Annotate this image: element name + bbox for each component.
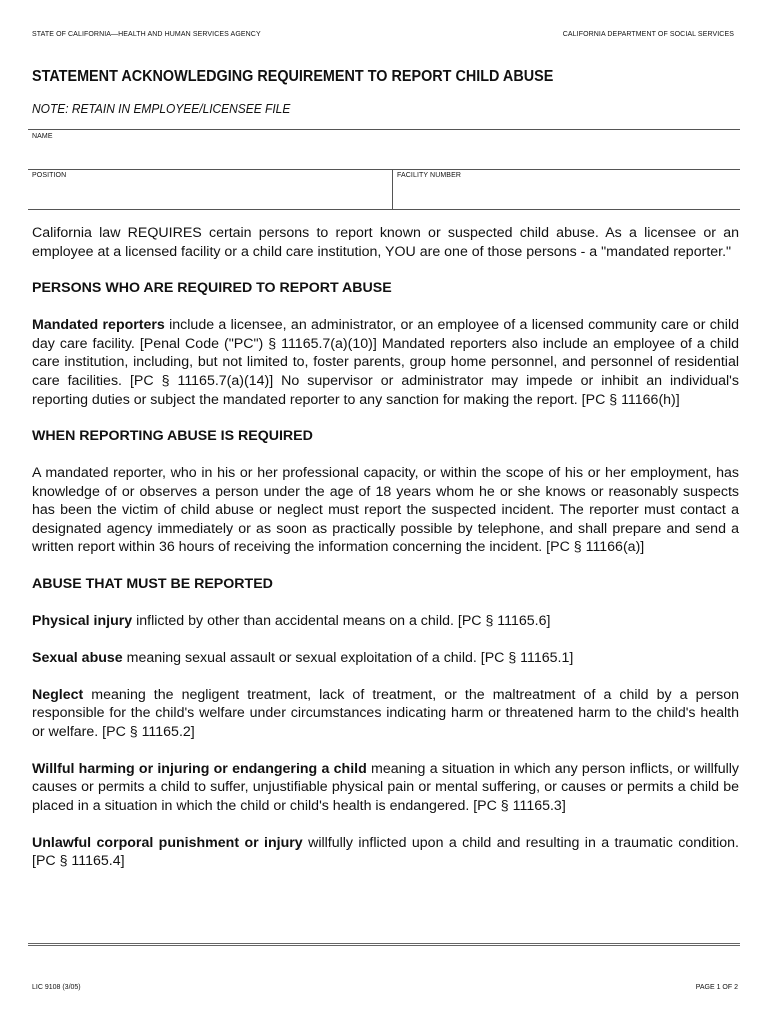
mandated-reporters-text: include a licensee, an administrator, or an employee of a licensed community care or child day care facility. [Penal Code ("PC") § 11165.7(a)(10)] Mandated reporters also include an employee of a child care institution, including, but not limited to, foster parents, group home personnel, and personnel of residential care facilities. [PC § 11165.7(a)(14)] No supervisor or administrator may impede or inhibit an individual's reporting duties or subject the mandated reporter to any sanction for making the report. [PC § 11166(h)] [32,317,739,408]
sexual-abuse-paragraph [32,649,739,668]
corporal-punishment-text: willfully inflicted upon a child and resulting in a traumatic condition. [PC § 11165.4] [32,834,739,870]
form-title: STATEMENT ACKNOWLEDGING REQUIREMENT TO REPORT CHILD ABUSE [32,68,554,85]
corporal-punishment-term: Unlawful corporal punishment or injury [32,834,303,851]
state-agency-label: STATE OF CALIFORNIA—HEALTH AND HUMAN SERVICES AGENCY [32,31,261,38]
willful-harming-text: meaning a situation in which any person inflicts, or willfully causes or permits a child to suffer, unjustifiable physical pain or mental suffering, or causes or permits a child be placed in a situation in which the child or child's health is endangered. [PC § 11165.3] [32,760,739,814]
neglect-paragraph [32,686,739,742]
corporal-punishment-paragraph [32,834,739,871]
neglect-term: Neglect [32,686,84,703]
retention-note: NOTE: RETAIN IN EMPLOYEE/LICENSEE FILE [32,101,291,116]
facility-number-label: FACILITY NUMBER [397,172,461,179]
neglect-text: meaning the negligent treatment, lack of treatment, or the maltreatment of a child by a person responsible for the child's welfare under circumstances indicating harm or threatened harm to the child's health or welfare. [PC § 11165.2] [32,686,739,740]
sexual-abuse-text: meaning sexual assault or sexual exploitation of a child. [PC § 11165.1] [122,649,574,666]
physical-injury-text: inflicted by other than accidental means on a child. [PC § 11165.6] [132,613,551,630]
sexual-abuse-term: Sexual abuse [32,649,123,666]
footer-double-rule [28,943,740,946]
mandated-reporters-term: Mandated reporters [32,317,165,334]
field-divider [392,169,393,209]
position-field-label: POSITION [32,172,67,179]
mandated-reporters-paragraph [32,316,739,409]
name-field-label: NAME [32,133,53,140]
intro-paragraph: California law REQUIRES certain persons to report known or suspected child abuse. As a licensee or an employee at a licensed facility or a child care institution, YOU are one of those persons - a "mandated reporter." [32,225,739,260]
statement-body [32,224,739,889]
physical-injury-term: Physical injury [32,613,133,630]
section-heading-abuse: ABUSE THAT MUST BE REPORTED [32,576,273,593]
page-number-label: PAGE 1 OF 2 [695,984,738,991]
willful-harming-paragraph [32,760,739,816]
agency-header [32,31,738,41]
department-label: CALIFORNIA DEPARTMENT OF SOCIAL SERVICES [562,31,734,38]
form-id-label: LIC 9108 (3/05) [32,984,81,991]
name-field-top-rule [28,129,740,130]
physical-injury-paragraph [32,612,739,631]
position-field-top-rule [28,169,740,170]
when-reporting-paragraph: A mandated reporter, who in his or her professional capacity, or within the scope of his or her employment, has knowledge of or observes a person under the age of 18 years whom he or she knows or reasonably suspects has been the victim of child abuse or neglect must report the suspected incident. The reporter must contact a designated agency immediately or as soon as practically possible by telephone, and shall prepare and send a written report within 36 hours of receiving the information concerning the incident. [PC § 11166(a)] [32,465,739,556]
section-heading-persons: PERSONS WHO ARE REQUIRED TO REPORT ABUSE [32,280,392,297]
section-heading-when: WHEN REPORTING ABUSE IS REQUIRED [32,428,313,445]
willful-harming-term: Willful harming or injuring or endangering a child [32,760,367,777]
fields-bottom-rule [28,209,740,210]
